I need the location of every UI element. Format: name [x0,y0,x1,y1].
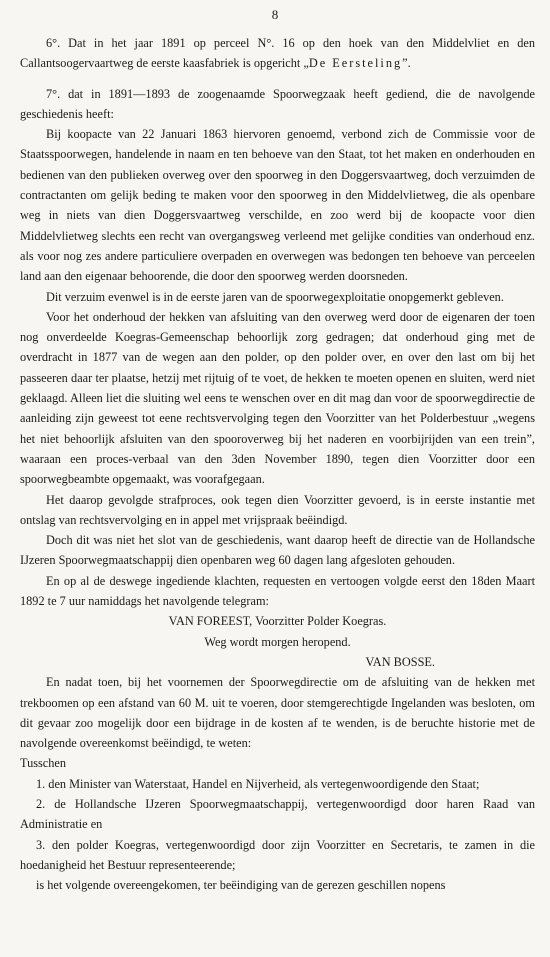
paragraph-strafproces: Het daarop gevolgde strafproces, ook tegen dien Voorzitter gevoerd, is in eerste instantie met ontslag van rechtsvervolging en in appel met vrijspraak beëindigd. [20,492,535,527]
p6-text: 6°. Dat in het jaar 1891 op perceel N°. 16 op den hoek van den Middelvliet en den Callantsoogervaartweg de eerste kaasfabriek is opgericht „ [20,36,535,71]
telegram-message: Weg wordt morgen heropend. [204,634,351,649]
paragraph-afgesloten: Doch dit was niet het slot van de geschiedenis, want daarop heeft de directie van de Hollandsche IJzeren Spoorwegmaatschappij dien openbaren weg 60 dagen lang afgesloten gehouden. [20,533,535,568]
telegram-addressee: VAN FOREEST, Voorzitter Polder Koegras. [168,614,387,629]
p6-close-quote: ”. [402,56,411,71]
page-number: 8 [271,7,279,22]
paragraph-verzuim: Dit verzuim evenwel is in de eerste jaren van de spoorwegexploitatie onopgemerkt gebleven. [46,289,504,304]
page-body [20,33,535,895]
paragraph-7: 7°. dat in 1891—1893 de zoogenaamde Spoorwegzaak heeft gediend, die de navolgende geschiedenis heeft: [20,86,535,121]
paragraph-6 [20,33,535,74]
paragraph-onderhoud: Voor het onderhoud der hekken van afsluiting van den overweg werd door de eigenaren der toen nog onverdeelde Koegras-Gemeenschap behoorlijk zorg gedragen; dat onderhoud ging met de overdracht in 1877 van de wegen aan den polder, op den polder over, en over den last om bij het passeeren daar ter plaatse, hetzij met rijtuig of te voet, de hekken te moeten openen en sluiten, werd niet geklaagd. Alleen liet die sluiting wel eens te wenschen over en dit mag dan voor de spoorwegdirectie de aanleiding zijn geweest tot eene rechtsvervolging tegen den Voorzitter van het Polderbestuur „wegens het niet behoorlijk afsluiten van den spooroverweg bij het naderen en voorbijrijden van een trein”, waaraan een proces-verbaal van den 3den November 1890, tegen dien Voorzitter door een spoorwegbeambte opgemaakt, was voorafgegaan. [20,309,535,487]
telegram-signature: VAN BOSSE. [365,654,435,669]
party-3: 3. den polder Koegras, vertegenwoordigd door zijn Voorzitter en Secretaris, te zamen in die hoedanigheid het Bestuur representeerende; [20,837,535,872]
paragraph-klachten: En op al de deswege ingediende klachten, requesten en vertoogen volgde eerst den 18den Maart 1892 te 7 uur namiddags het navolgende telegram: [20,573,535,609]
paragraph-overeengekomen: is het volgende overeengekomen, ter beëindiging van de gerezen geschillen nopens [36,878,446,893]
party-1: 1. den Minister van Waterstaat, Handel en Nijverheid, als vertegenwoordigende den Staat; [36,776,480,791]
party-2: 2. de Hollandsche IJzeren Spoorwegmaatschappij, vertegenwoordigd door haren Raad van Administratie en [20,796,535,832]
factory-name: De Eersteling [308,56,403,71]
paragraph-tusschen: Tusschen [20,756,67,771]
paragraph-afsluiting: En nadat toen, bij het voornemen der Spoorwegdirectie om de afsluiting van de hekken met trekboomen op een afstand van 60 M. uit te voeren, door stemgerechtigde Ingelanden was besloten, om dit gevaar zoo mogelijk door een bijdrage in de kosten af te wenden, is de beruchte historie met de navolgende overeenkomst beëindigd, te weten: [20,675,535,751]
paragraph-koopacte: Bij koopacte van 22 Januari 1863 hiervoren genoemd, verbond zich de Commissie voor de Staatsspoorwegen, handelende in naam en ten behoeve van den Staat, tot het maken en onderhouden en bedienen van den publieken overweg over den spoorweg in den Doggersvaartweg, doch verzuimden de contractanten om gelijk beding te maken voor den spoorweg in den Middelvlietweg, die als openbare weg in niets van dien Doggersvaartweg verschilde, en zoo werd bij de koopacte voor dien Middelvlietweg slechts een recht van overgangsweg verleend met gelijke condities van onderhoud enz. als voor nog zes andere particuliere overpaden en overwegen was bedongen ten behoeve van perceelen land aan den eigenaar behoorende, die door den spoorweg werden doorsneden. [20,127,535,284]
